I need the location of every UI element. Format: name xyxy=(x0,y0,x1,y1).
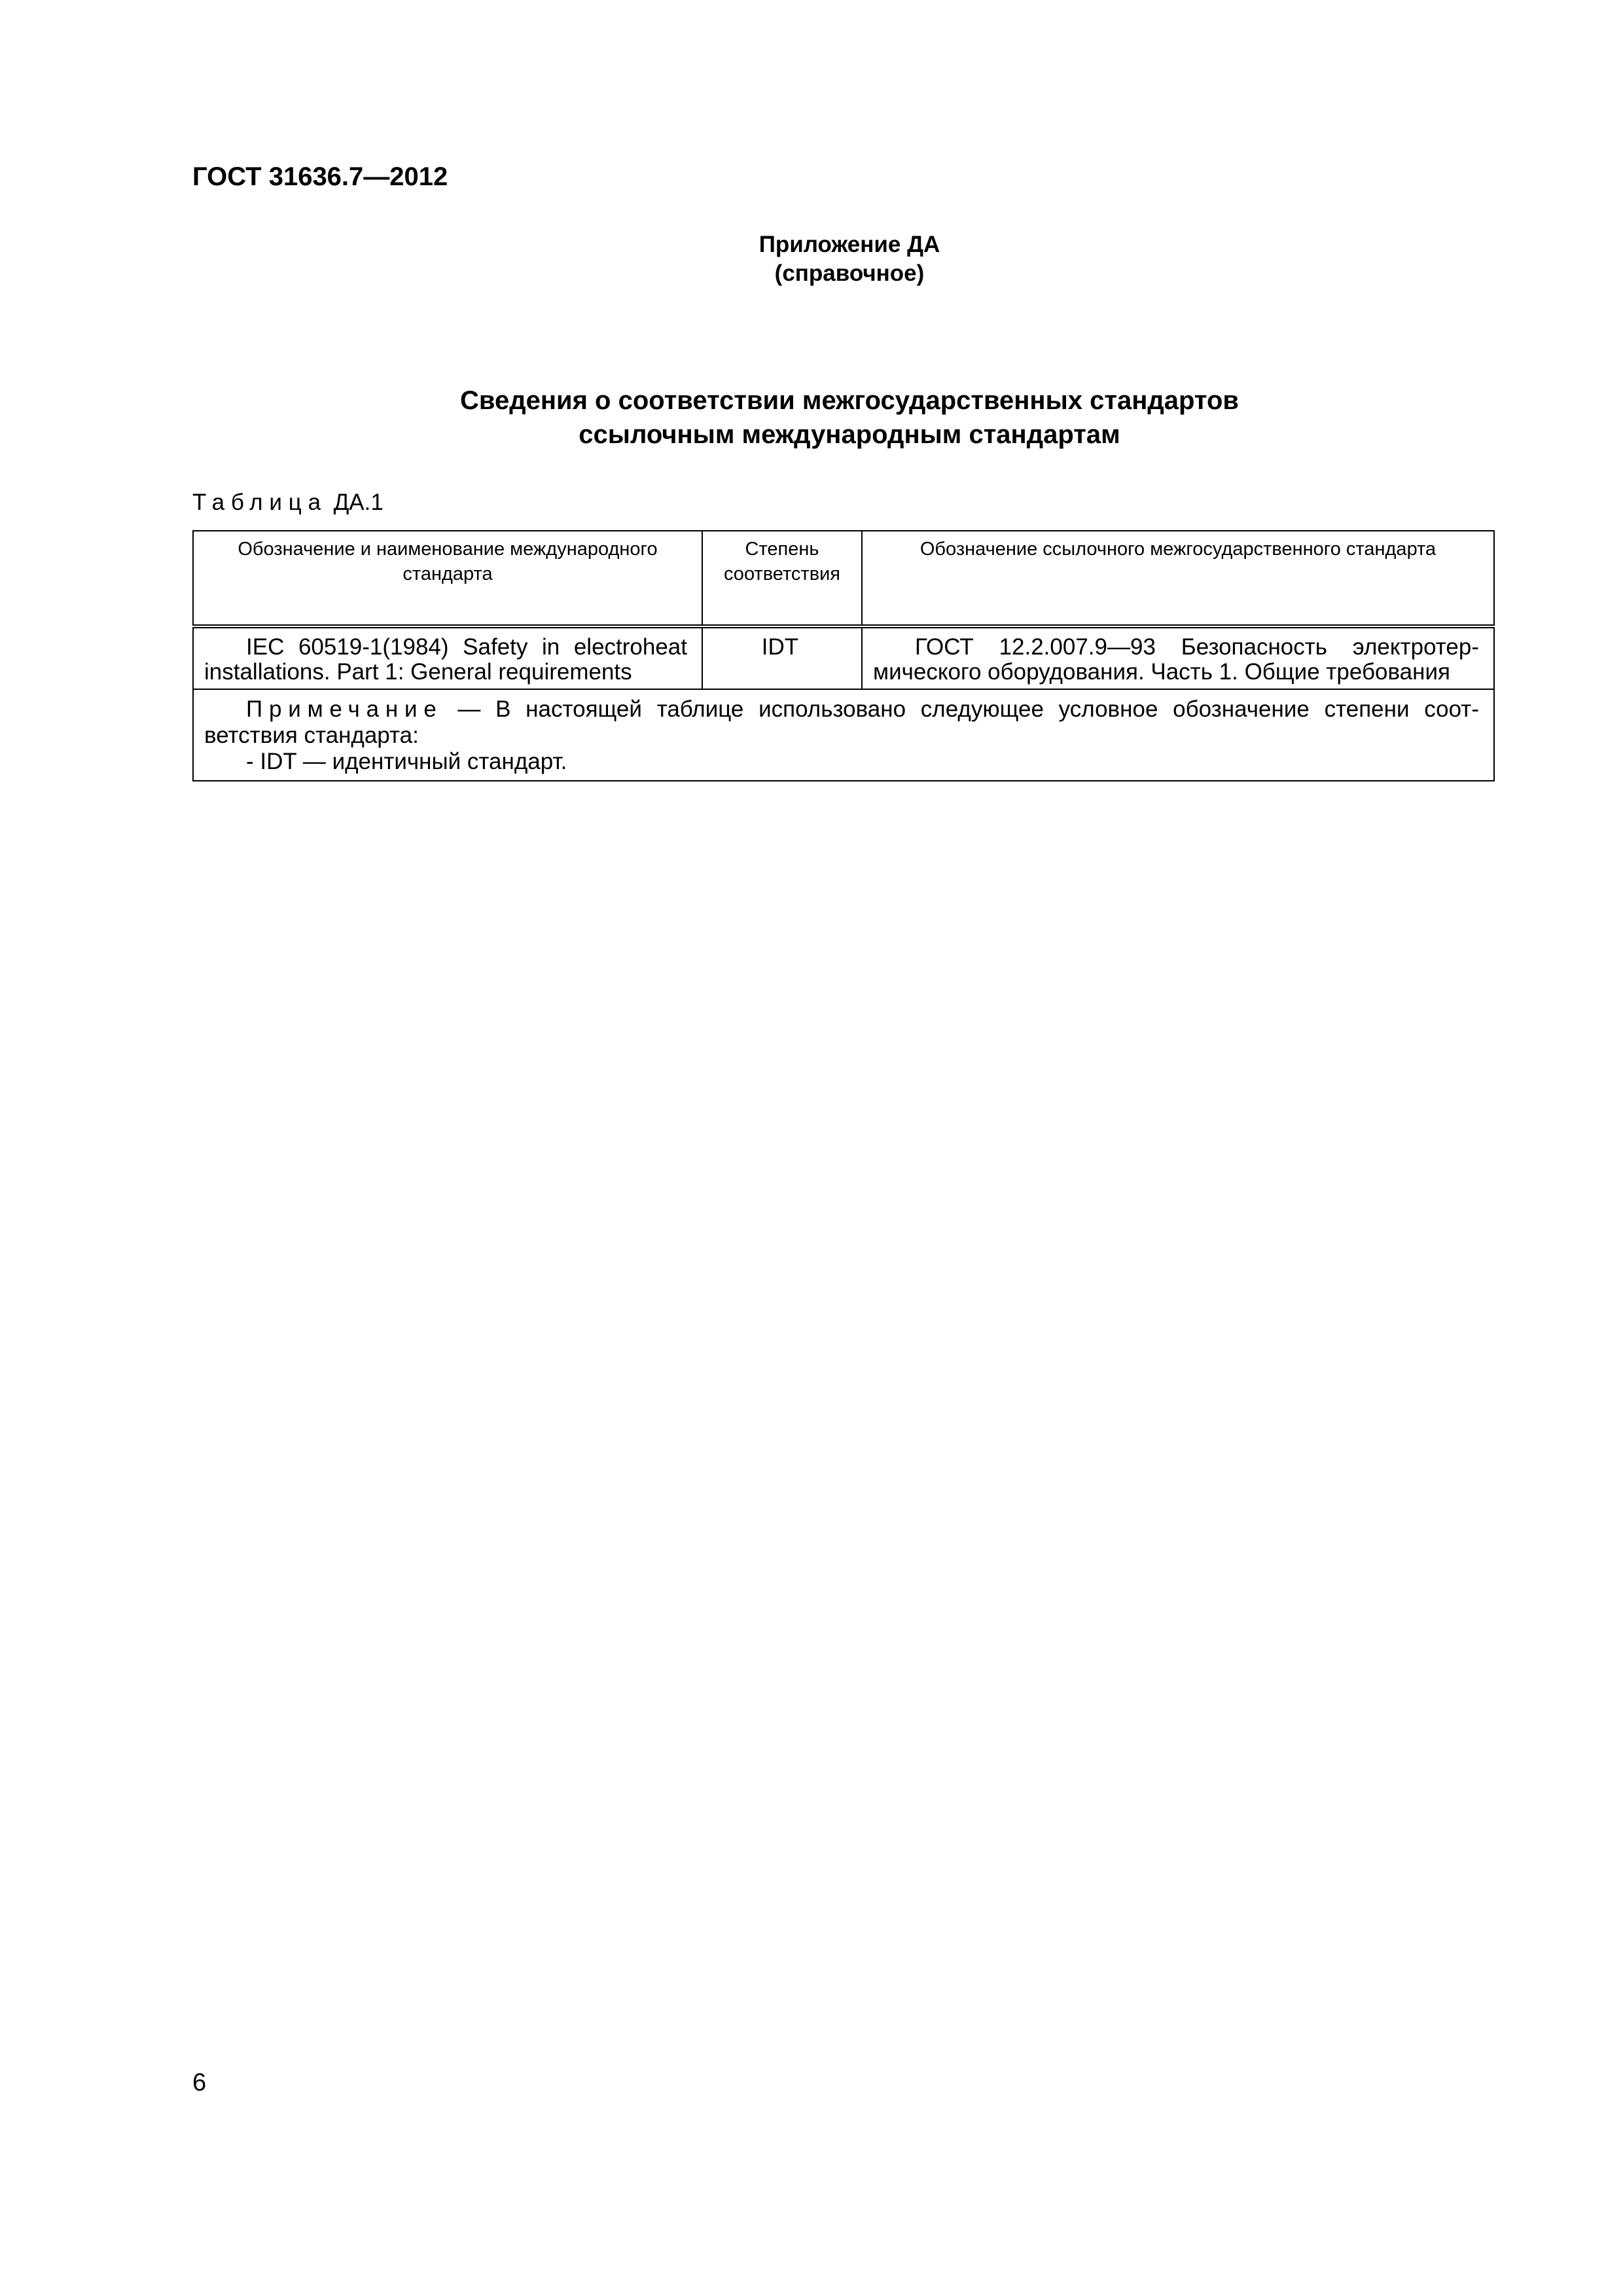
table-caption-word: Таблица xyxy=(192,490,327,515)
annex-name: Приложение ДА xyxy=(758,232,940,257)
annex-title-line-2: ссылочным международным стандартам xyxy=(579,420,1120,449)
column-header-international-standard: Обозначение и наименование международного стандарта xyxy=(193,531,702,626)
cell-interstate-standard: ГОСТ 12.2.007.9—93 Безопасность электротермического оборудования. Часть 1. Общие требования xyxy=(862,626,1494,689)
table-caption-number: ДА.1 xyxy=(333,490,383,515)
table-row xyxy=(193,626,1494,689)
column-header-degree-of-correspondence: Степень соответствия xyxy=(702,531,862,626)
annex-kind: (справочное) xyxy=(774,260,925,286)
cell-degree-of-correspondence: IDT xyxy=(702,626,862,689)
table-note xyxy=(193,689,1494,781)
column-header-interstate-standard: Обозначение ссылочного межгосударственного стандарта xyxy=(862,531,1494,626)
document-code: ГОСТ 31636.7—2012 xyxy=(192,162,448,191)
annex-title xyxy=(0,384,1623,452)
note-item: - IDT — идентичный стандарт. xyxy=(246,749,567,774)
standards-correspondence-table xyxy=(192,530,1495,781)
annex-heading xyxy=(0,230,1623,288)
table-header-row xyxy=(193,531,1494,626)
table-caption xyxy=(192,488,383,517)
annex-title-line-1: Сведения о соответствии межгосударственных стандартов xyxy=(460,386,1239,415)
page-number: 6 xyxy=(192,2069,207,2096)
note-label: Примечание xyxy=(246,696,443,722)
note-text xyxy=(204,696,1479,749)
cell-international-standard: IEC 60519-1(1984) Safety in electroheat installations. Part 1: General requirements xyxy=(193,626,702,689)
note-body: — В настоящей таблице использовано следующее условное обозначение степени соответствия стандарта: xyxy=(204,696,1479,748)
table-note-row xyxy=(193,689,1494,781)
